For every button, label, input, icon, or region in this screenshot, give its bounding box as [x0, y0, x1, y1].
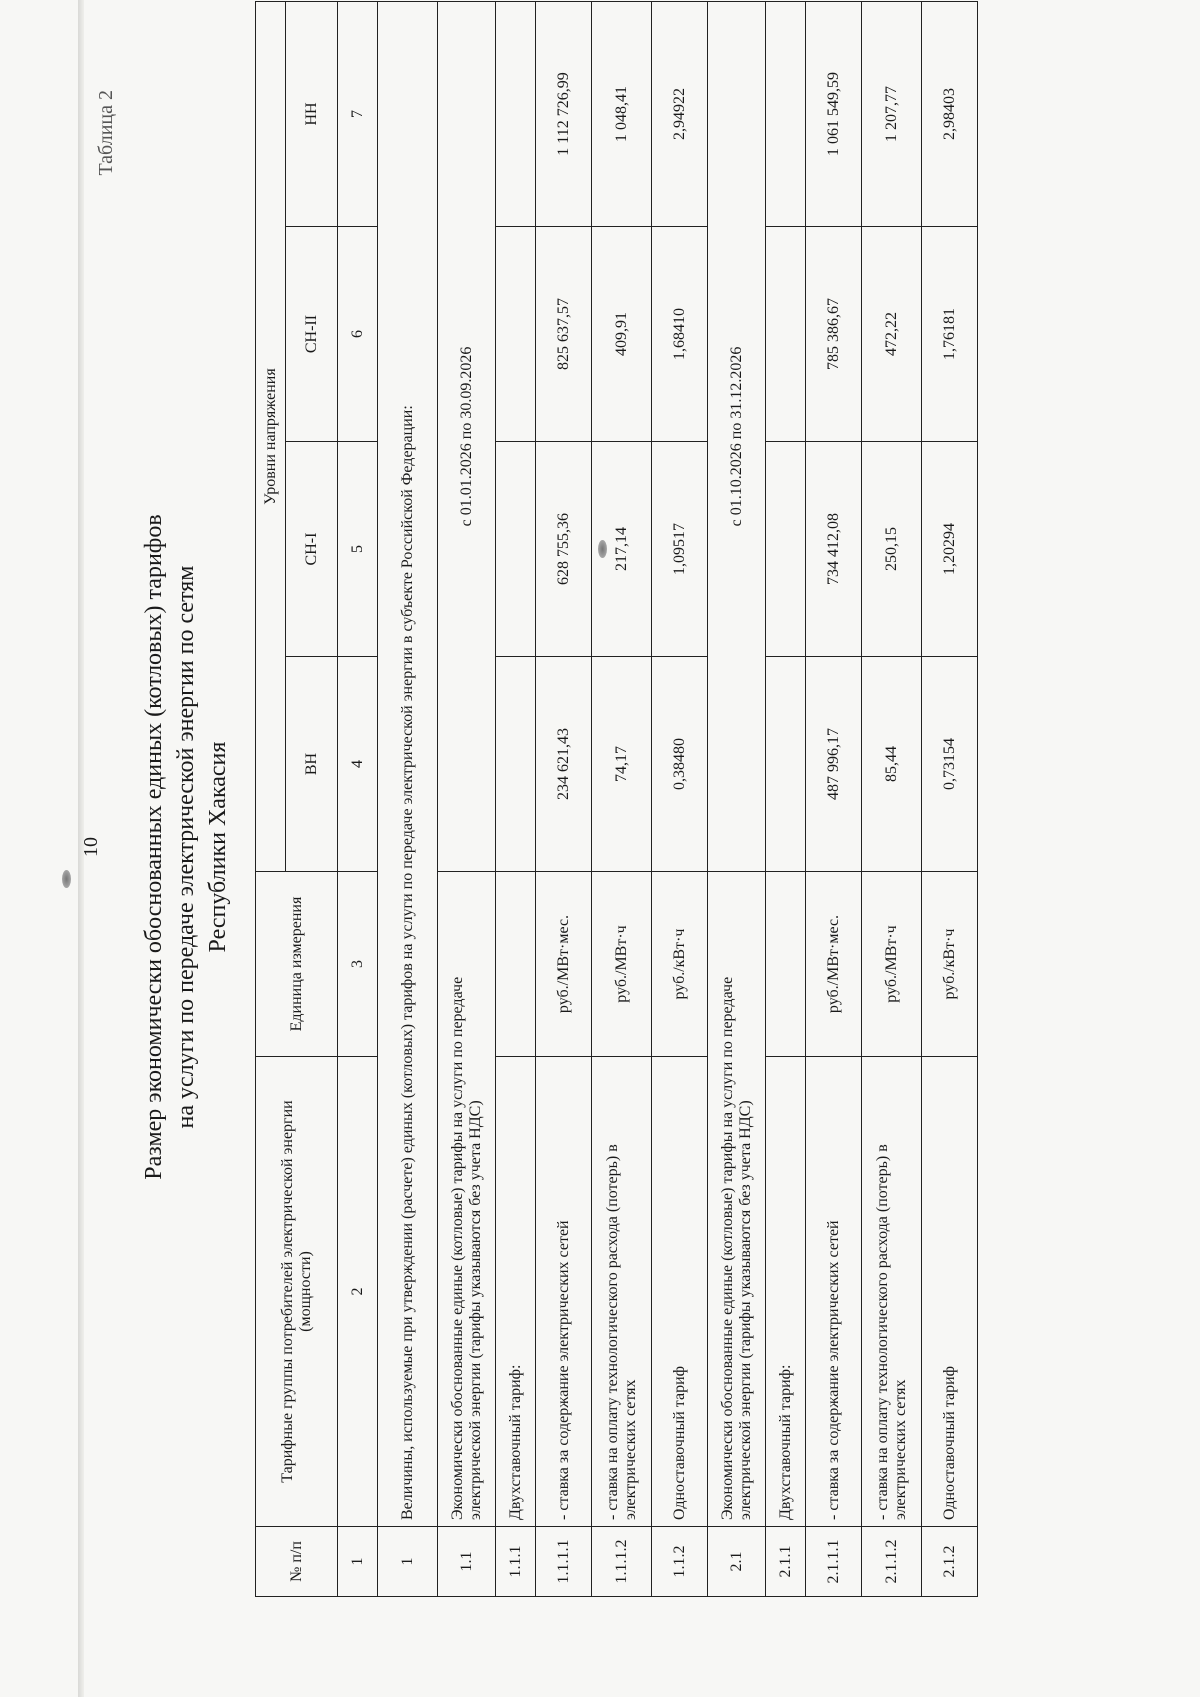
row-name: - ставка на оплату технологического расхода (потерь) в электрических сетях: [862, 1057, 922, 1527]
title-line-1: Размер экономически обоснованных единых (котловых) тарифов: [141, 514, 167, 1180]
header-num: № п/п: [256, 1527, 338, 1597]
header-nn: НН: [286, 1, 338, 226]
row-num: 1.1.1: [496, 1527, 536, 1597]
value-sn1: 734 412,08: [806, 442, 862, 657]
table-row: [652, 1, 708, 1596]
page-number: 10: [80, 837, 102, 857]
document-title: [138, 297, 234, 1397]
col-number: 2: [338, 1057, 378, 1527]
empty-cell: [496, 227, 536, 442]
row-unit: руб./кВт·ч: [652, 872, 708, 1057]
row-unit: руб./МВт·ч: [862, 872, 922, 1057]
value-vn: 0,73154: [922, 657, 978, 872]
block-text: Экономически обоснованные единые (котловые) тарифы на услуги по передаче электрической энергии (тарифы указываются без учета НДС): [708, 872, 766, 1527]
row-num: 1.1.1.2: [592, 1527, 652, 1597]
value-sn2: 785 386,67: [806, 227, 862, 442]
empty-cell: [496, 657, 536, 872]
value-sn2: 409,91: [592, 227, 652, 442]
value-nn: 2,98403: [922, 1, 978, 226]
value-sn2: 1,68410: [652, 227, 708, 442]
block-text: Экономически обоснованные единые (котловые) тарифы на услуги по передаче электрической энергии (тарифы указываются без учета НДС): [438, 872, 496, 1527]
row-name: - ставка за содержание электрических сетей: [806, 1057, 862, 1527]
header-group: Тарифные группы потребителей электрической энергии (мощности): [256, 1057, 338, 1527]
twopart-text: Двухставочный тариф:: [766, 1057, 806, 1527]
empty-cell: [766, 1, 806, 226]
header-levels: Уровни напряжения: [256, 1, 286, 871]
twopart-text: Двухставочный тариф:: [496, 1057, 536, 1527]
value-sn2: 472,22: [862, 227, 922, 442]
value-vn: 85,44: [862, 657, 922, 872]
value-vn: 234 621,43: [536, 657, 592, 872]
header-unit: Единица измерения: [256, 872, 338, 1057]
col-number: 7: [338, 1, 378, 226]
row-num: 2.1: [708, 1527, 766, 1597]
value-nn: 1 061 549,59: [806, 1, 862, 226]
twopart-row: [766, 1, 806, 1596]
tariff-table: [255, 1, 978, 1597]
empty-cell: [766, 657, 806, 872]
row-num: 1.1.2: [652, 1527, 708, 1597]
value-nn: 1 048,41: [592, 1, 652, 226]
row-name: Одноставочный тариф: [652, 1057, 708, 1527]
row-unit: руб./МВт·ч: [592, 872, 652, 1057]
col-number: 1: [338, 1527, 378, 1597]
value-sn2: 825 637,57: [536, 227, 592, 442]
column-number-row: [338, 1, 378, 1596]
value-nn: 2,94922: [652, 1, 708, 226]
row-num: 2.1.1.1: [806, 1527, 862, 1597]
row-num: 1.1: [438, 1527, 496, 1597]
col-number: 5: [338, 442, 378, 657]
block-period: с 01.01.2026 по 30.09.2026: [438, 1, 496, 871]
empty-cell: [496, 1, 536, 226]
block-row: [708, 1, 766, 1596]
col-number: 4: [338, 657, 378, 872]
value-vn: 74,17: [592, 657, 652, 872]
value-sn1: 1,20294: [922, 442, 978, 657]
twopart-row: [496, 1, 536, 1596]
header-sn1: СН-I: [286, 442, 338, 657]
value-sn1: 1,09517: [652, 442, 708, 657]
empty-cell: [496, 442, 536, 657]
header-row-1: [256, 1, 286, 1596]
empty-cell: [766, 872, 806, 1057]
row-num: 2.1.1.2: [862, 1527, 922, 1597]
row-num: 1: [378, 1527, 438, 1597]
block-row: [438, 1, 496, 1596]
value-nn: 1 112 726,99: [536, 1, 592, 226]
row-name: - ставка на оплату технологического расхода (потерь) в электрических сетях: [592, 1057, 652, 1527]
table-row: [536, 1, 592, 1596]
table-label: Таблица 2: [95, 90, 117, 176]
row-num: 2.1.2: [922, 1527, 978, 1597]
row-num: 1.1.1.1: [536, 1527, 592, 1597]
section-text: Величины, используемые при утверждении (расчете) единых (котловых) тарифов на услуги по передаче электрической энергии в субъекте Российской Федерации:: [378, 1, 438, 1526]
table-row: [922, 1, 978, 1596]
table-row: [592, 1, 652, 1596]
table-row: [862, 1, 922, 1596]
row-unit: руб./МВт·мес.: [806, 872, 862, 1057]
row-unit: руб./кВт·ч: [922, 872, 978, 1057]
col-number: 6: [338, 227, 378, 442]
value-sn2: 1,76181: [922, 227, 978, 442]
value-nn: 1 207,77: [862, 1, 922, 226]
row-name: Одноставочный тариф: [922, 1057, 978, 1527]
value-sn1: 250,15: [862, 442, 922, 657]
title-line-2: на услуги по передаче электрической энергии по сетям: [173, 565, 199, 1129]
empty-cell: [496, 872, 536, 1057]
empty-cell: [766, 442, 806, 657]
value-sn1: 628 755,36: [536, 442, 592, 657]
table-row: [806, 1, 862, 1596]
row-name: - ставка за содержание электрических сетей: [536, 1057, 592, 1527]
header-sn2: СН-II: [286, 227, 338, 442]
empty-cell: [766, 227, 806, 442]
col-number: 3: [338, 872, 378, 1057]
value-vn: 487 996,17: [806, 657, 862, 872]
section-row: [378, 1, 438, 1596]
value-vn: 0,38480: [652, 657, 708, 872]
block-period: с 01.10.2026 по 31.12.2026: [708, 1, 766, 871]
row-num: 2.1.1: [766, 1527, 806, 1597]
title-line-3: Республики Хакасия: [205, 741, 231, 953]
row-unit: руб./МВт·мес.: [536, 872, 592, 1057]
header-vn: ВН: [286, 657, 338, 872]
value-sn1: 217,14: [592, 442, 652, 657]
